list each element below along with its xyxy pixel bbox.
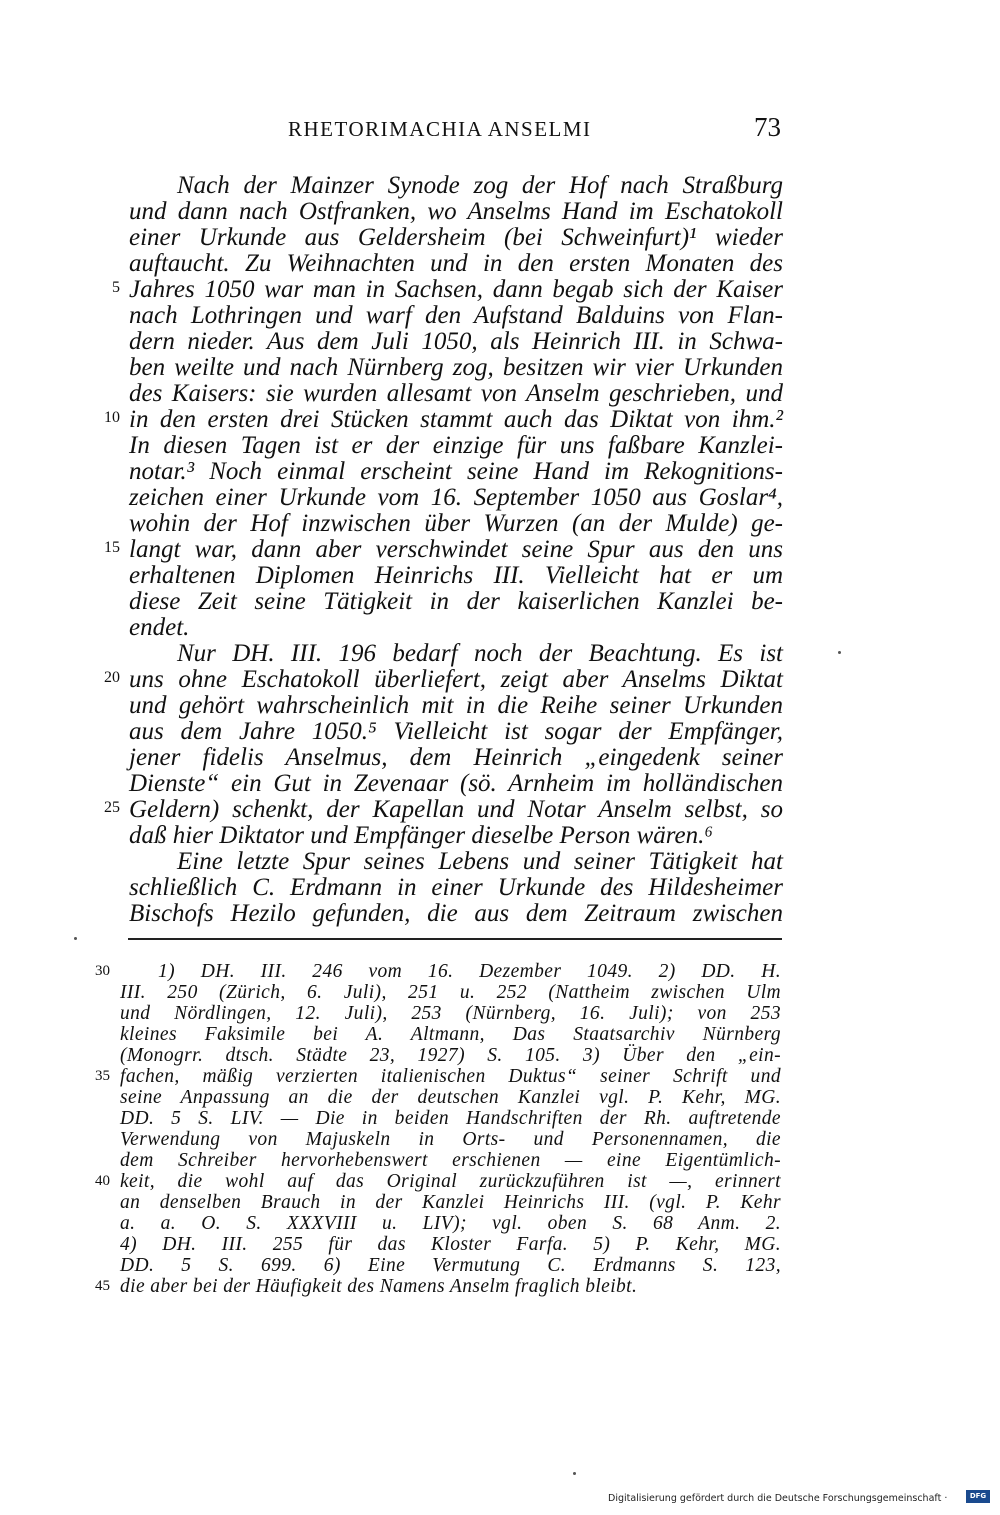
footnote-line: kleines Faksimile bei A. Altmann, Das Staatsarchiv Nürnberg — [120, 1024, 781, 1045]
footnote-line: und Nördlingen, 12. Juli), 253 (Nürnberg, 16. Juli); von 253 — [120, 1003, 781, 1024]
text-line: ben weilte und nach Nürnberg zog, besitzen wir vier Urkunden — [129, 354, 783, 381]
footer-credit: Digitalisierung gefördert durch die Deutsche Forschungsgemeinschaft · — [608, 1493, 948, 1504]
text-line: Nach der Mainzer Synode zog der Hof nach Straßburg — [177, 172, 783, 199]
text-line: auftaucht. Zu Weihnachten und in den ersten Monaten des — [129, 250, 783, 277]
text-line: notar.³ Noch einmal erscheint seine Hand im Rekognitions- — [129, 458, 783, 485]
text-line: Bischofs Hezilo gefunden, die aus dem Zeitraum zwischen — [129, 900, 783, 927]
text-line: und dann nach Ostfranken, wo Anselms Hand im Eschatokoll — [129, 198, 783, 225]
line-number: 5 — [112, 279, 120, 296]
footnote-line: 4) DH. III. 255 für das Kloster Farfa. 5) P. Kehr, MG. — [120, 1234, 781, 1255]
line-number: 15 — [104, 539, 120, 556]
text-line: aus dem Jahre 1050.⁵ Vielleicht ist sogar der Empfänger, — [129, 718, 783, 745]
text-line: wohin der Hof inzwischen über Wurzen (an der Mulde) ge- — [129, 510, 783, 537]
line-number: 20 — [104, 669, 120, 686]
line-number: 35 — [95, 1068, 110, 1084]
text-line: und gehört wahrscheinlich mit in die Reihe seiner Urkunden — [129, 692, 783, 719]
line-number: 10 — [104, 409, 120, 426]
footnote-divider — [128, 938, 782, 940]
text-line: jener fidelis Anselmus, dem Heinrich „eingedenk seiner — [129, 744, 783, 771]
line-number: 25 — [104, 799, 120, 816]
footnote-line: DD. 5 S. 699. 6) Eine Vermutung C. Erdmanns S. 123, — [120, 1255, 781, 1276]
text-line: dern nieder. Aus dem Juli 1050, als Heinrich III. in Schwa- — [129, 328, 783, 355]
text-line: In diesen Tagen ist er der einzige für uns faßbare Kanzlei- — [129, 432, 783, 459]
text-line: Nur DH. III. 196 bedarf noch der Beachtung. Es ist — [177, 640, 783, 667]
text-line: langt war, dann aber verschwindet seine Spur aus den uns — [129, 536, 783, 563]
footnote-line: seine Anpassung an die der deutschen Kanzlei vgl. P. Kehr, MG. — [120, 1087, 781, 1108]
footnote-line: 1) DH. III. 246 vom 16. Dezember 1049. 2) DD. H. — [158, 961, 781, 982]
footnote-line: dem Schreiber hervorhebenswert erschienen — eine Eigentümlich- — [120, 1150, 781, 1171]
text-line: in den ersten drei Stücken stammt auch das Diktat von ihm.² — [129, 406, 783, 433]
text-line: diese Zeit seine Tätigkeit in der kaiserlichen Kanzlei be- — [129, 588, 783, 615]
text-line: uns ohne Eschatokoll überliefert, zeigt aber Anselms Diktat — [129, 666, 783, 693]
scan-speck — [838, 651, 841, 654]
footnote-line: fachen, mäßig verzierten italienischen Duktus“ seiner Schrift und — [120, 1066, 781, 1087]
footnote-line: keit, die wohl auf das Original zurückzuführen ist —, erinnert — [120, 1171, 781, 1192]
scan-speck — [74, 937, 77, 940]
line-number: 30 — [95, 963, 110, 979]
line-number: 40 — [95, 1173, 110, 1189]
running-title: RHETORIMACHIA ANSELMI — [288, 117, 592, 141]
text-line: einer Urkunde aus Geldersheim (bei Schweinfurt)¹ wieder — [129, 224, 783, 251]
line-number: 45 — [95, 1278, 110, 1294]
footnote-line: die aber bei der Häufigkeit des Namens Anselm fraglich bleibt. — [120, 1276, 638, 1297]
text-line: zeichen einer Urkunde vom 16. September 1050 aus Goslar⁴, — [129, 484, 783, 511]
text-line: daß hier Diktator und Empfänger dieselbe Person wären.⁶ — [129, 822, 714, 849]
text-line: endet. — [129, 614, 190, 641]
text-line: schließlich C. Erdmann in einer Urkunde des Hildesheimer — [129, 874, 783, 901]
footnote-line: DD. 5 S. LIV. — Die in beiden Handschriften der Rh. auftretende — [120, 1108, 781, 1129]
footnote-line: a. a. O. S. XXXVIII u. LIV); vgl. oben S. 68 Anm. 2. — [120, 1213, 781, 1234]
footnote-line: (Monogrr. dtsch. Städte 23, 1927) S. 105. 3) Über den „ein- — [120, 1045, 781, 1066]
text-line: Eine letzte Spur seines Lebens und seiner Tätigkeit hat — [177, 848, 783, 875]
text-line: des Kaisers: sie wurden allesamt von Anselm geschrieben, und — [129, 380, 783, 407]
footnote-line: Verwendung von Majuskeln in Orts- und Personennamen, die — [120, 1129, 781, 1150]
dfg-logo-icon: DFG — [966, 1490, 990, 1503]
scan-speck — [573, 1472, 576, 1475]
text-line: Jahres 1050 war man in Sachsen, dann begab sich der Kaiser — [129, 276, 783, 303]
text-line: Geldern) schenkt, der Kapellan und Notar Anselm selbst, so — [129, 796, 783, 823]
footnote-line: III. 250 (Zürich, 6. Juli), 251 u. 252 (Nattheim zwischen Ulm — [120, 982, 781, 1003]
text-line: nach Lothringen und warf den Aufstand Balduins von Flan- — [129, 302, 783, 329]
page-number: 73 — [754, 112, 781, 142]
text-line: erhaltenen Diplomen Heinrichs III. Vielleicht hat er um — [129, 562, 783, 589]
text-line: Dienste“ ein Gut in Zevenaar (sö. Arnheim im holländischen — [129, 770, 783, 797]
footnote-line: an denselben Brauch in der Kanzlei Heinrichs III. (vgl. P. Kehr — [120, 1192, 781, 1213]
